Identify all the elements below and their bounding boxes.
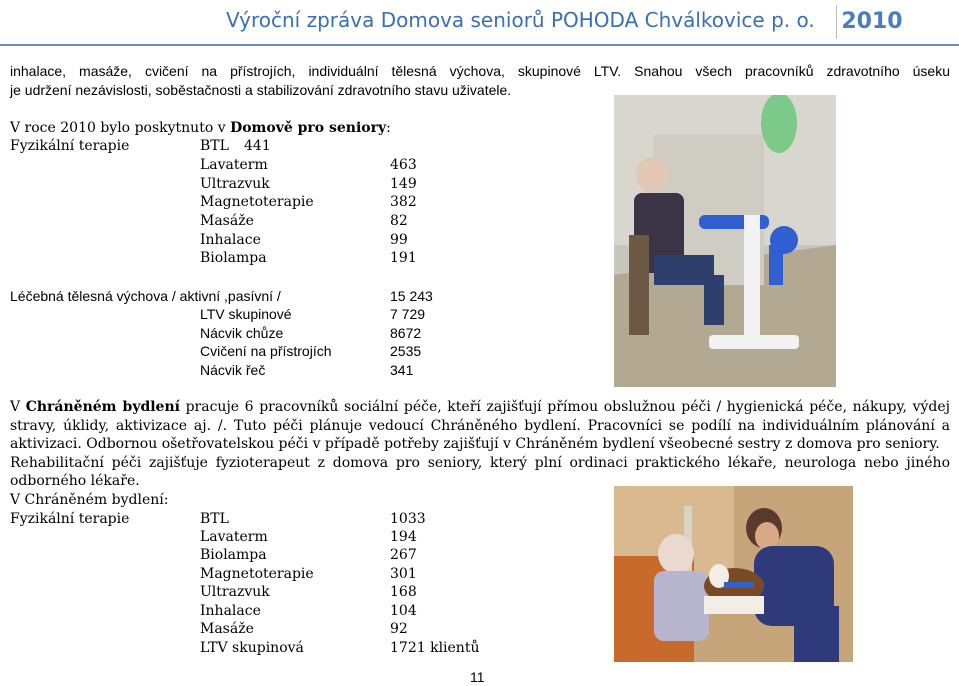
- protected-paragraph-1-line-2: stravy, úklidy, aktivizace aj. /. Tuto péči plánuje vedoucí Chráněného bydlení. Pracovníci se podílí na individuálním plánování a: [10, 418, 950, 434]
- protected-physio-value: 1721 klientů: [390, 640, 480, 656]
- protected-physio-value: 92: [390, 621, 408, 637]
- senior-rehab-value: 8672: [390, 325, 422, 341]
- senior-physio-name: BTL: [200, 138, 229, 154]
- report-title: Výroční zpráva Domova seniorů POHODA Chválkovice p. o.: [226, 8, 815, 32]
- senior-rehab-name: Nácvik řeč: [200, 362, 266, 378]
- senior-rehab-value: 7 729: [390, 306, 426, 322]
- protected-physio-value: 104: [390, 603, 417, 619]
- protected-p1-pre: V: [10, 399, 26, 415]
- protected-physio-name: BTL: [200, 511, 229, 527]
- senior-home-heading-text: V roce 2010 bylo poskytnuto v: [10, 120, 231, 136]
- protected-paragraph-1-line-3: aktivizaci. Odbornou ošetřovatelskou péči v případě potřeby zajišťují v Chráněném bydlení všeobecné sestry z domova pro seniory.: [10, 436, 940, 452]
- page-number: 11: [470, 669, 485, 685]
- protected-physio-name: Lavaterm: [200, 529, 268, 545]
- protected-physio-value: 168: [390, 584, 417, 600]
- report-year: 2010: [836, 5, 907, 39]
- senior-physio-value: 191: [390, 250, 417, 266]
- intro-line-1: inhalace, masáže, cvičení na přístrojích, individuální tělesná výchova, skupinové LTV. Snahou všech pracovníků zdravotního úseku: [10, 63, 950, 79]
- photo-dog-visit: [614, 486, 853, 662]
- protected-paragraph-1-line-1: [10, 398, 950, 416]
- senior-physio-name: Inhalace: [200, 232, 261, 248]
- protected-physio-name: Masáže: [200, 621, 254, 637]
- senior-rehab-name: Nácvik chůze: [200, 325, 284, 341]
- protected-physio-value: 1033: [390, 511, 426, 527]
- protected-physio-value: 194: [390, 529, 417, 545]
- protected-physio-name: Biolampa: [200, 547, 267, 563]
- senior-physio-name: Magnetoterapie: [200, 194, 314, 210]
- protected-physio-name: Inhalace: [200, 603, 261, 619]
- page-header: [0, 0, 959, 46]
- protected-physio-name: LTV skupinová: [200, 640, 304, 656]
- protected-physio-name: Magnetoterapie: [200, 566, 314, 582]
- senior-rehab-value: 341: [390, 362, 414, 378]
- protected-paragraph-2-line-2: odborného lékaře.: [10, 473, 140, 489]
- senior-rehab-value: 2535: [390, 343, 422, 359]
- senior-physio-name: Lavaterm: [200, 157, 268, 173]
- intro-line-2: je udržení nezávislosti, soběstačnosti a stabilizování zdravotního stavu uživatele.: [10, 82, 512, 98]
- senior-home-heading-bold: Domově pro seniory: [230, 120, 387, 136]
- senior-home-heading-colon: :: [386, 120, 391, 136]
- senior-physio-value: 99: [390, 232, 408, 248]
- senior-physio-value: 382: [390, 194, 417, 210]
- protected-physio-value: 267: [390, 547, 417, 563]
- senior-physio-value: 149: [390, 176, 417, 192]
- protected-heading: V Chráněném bydlení:: [10, 492, 169, 508]
- senior-rehab-name: LTV skupinové: [200, 306, 292, 322]
- protected-paragraph-2-line-1: Rehabilitační péči zajišťuje fyzioterapeut z domova pro seniory, který plní ordinaci praktického lékaře, neurologa nebo jiného: [10, 455, 950, 471]
- photo-exercise-bike: [614, 95, 836, 387]
- protected-physio-name: Ultrazvuk: [200, 584, 270, 600]
- protected-physio-label: Fyzikální terapie: [10, 511, 130, 527]
- senior-physio-label: Fyzikální terapie: [10, 138, 130, 154]
- senior-physio-value: 463: [390, 157, 417, 173]
- senior-physio-value: 441: [244, 138, 271, 154]
- senior-home-heading: [10, 119, 391, 137]
- header-divider: [0, 44, 959, 46]
- protected-p1-rest: pracuje 6 pracovníků sociální péče, kteří zajišťují přímou obslužnou péči / hygienická péče, nákupy, výdej: [179, 399, 950, 415]
- senior-rehab-name: Cvičení na přístrojích: [200, 343, 332, 359]
- senior-physio-name: Biolampa: [200, 250, 267, 266]
- senior-physio-name: Masáže: [200, 213, 254, 229]
- senior-physio-name: Ultrazvuk: [200, 176, 270, 192]
- senior-physio-value: 82: [390, 213, 408, 229]
- protected-physio-value: 301: [390, 566, 417, 582]
- senior-rehab-label: Léčebná tělesná výchova / aktivní ,pasívní /: [10, 288, 281, 304]
- senior-rehab-value: 15 243: [390, 288, 433, 304]
- protected-p1-bold: Chráněném bydlení: [25, 399, 180, 415]
